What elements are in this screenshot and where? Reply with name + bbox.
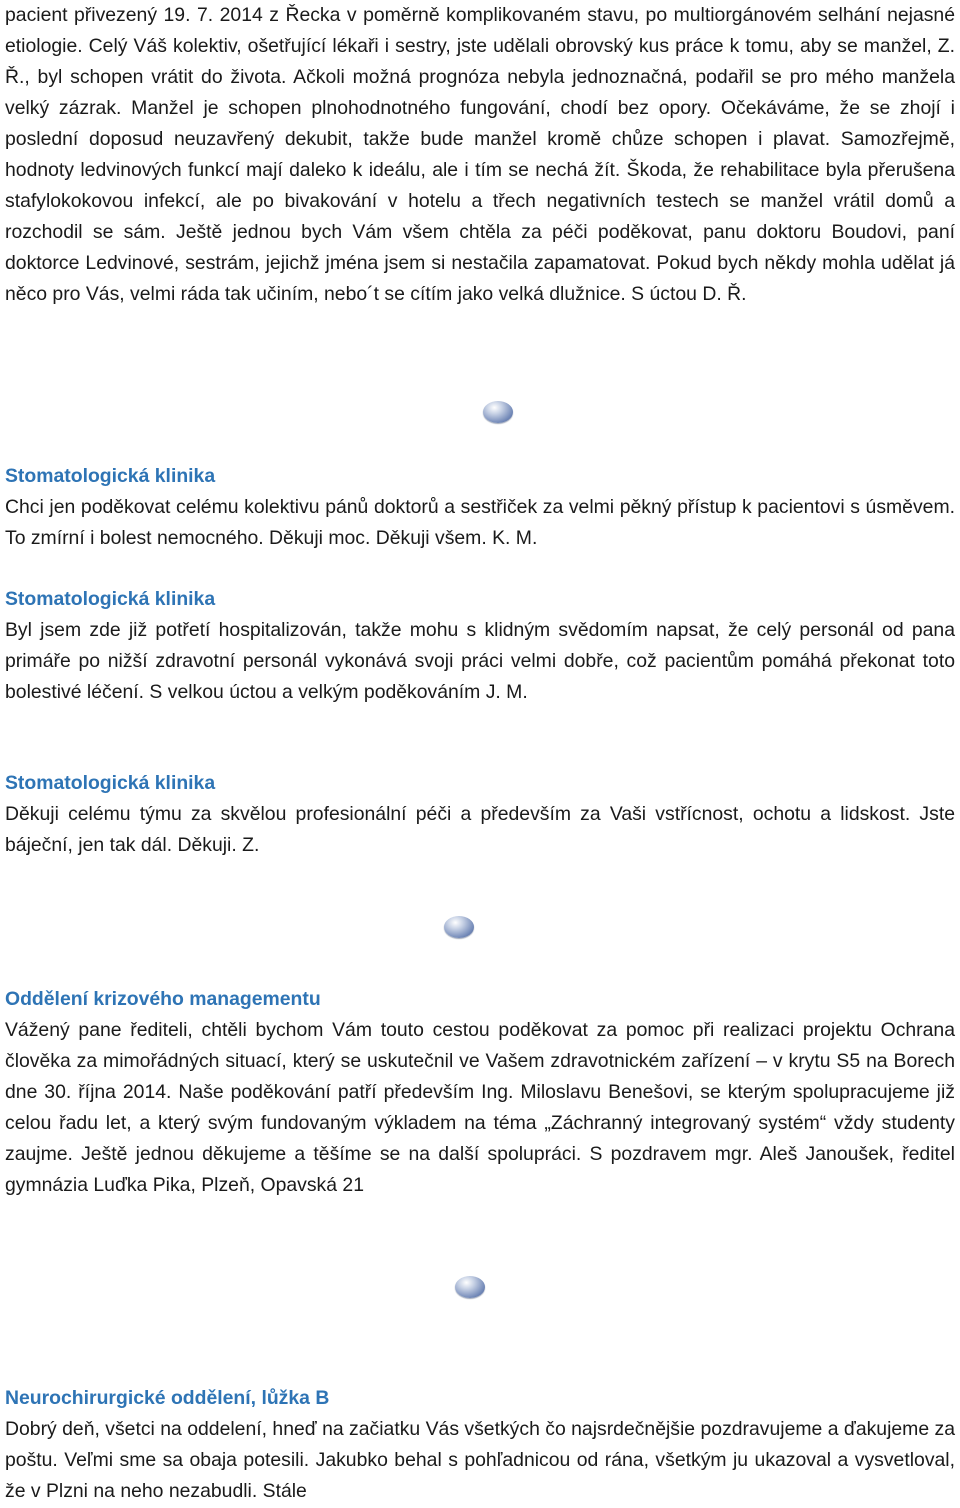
entry-heading: Neurochirurgické oddělení, lůžka B — [5, 1387, 330, 1409]
entry-heading: Stomatologická klinika — [5, 465, 216, 487]
entry-heading: Stomatologická klinika — [5, 772, 216, 794]
intro-paragraph: pacient přivezený 19. 7. 2014 z Řecka v poměrně komplikovaném stavu, po multiorgánovém selhání nejasné etiologie. Celý Váš kolektiv, ošetřující lékaři i sestry, jste udělali obrovský kus práce k tomu, aby se manžel, Z. Ř., byl schopen vrátit do života. Ačkoli možná prognóza nebyla jednoznačná, podařil se pro mého manžela velký zázrak. Manžel je schopen plnohodnotného fungování, chodí bez opory. Očekáváme, že se zhojí i poslední doposud neuzavřený dekubit, takže bude manžel kromě chůze schopen i plavat. Samozřejmě, hodnoty ledvinových funkcí mají daleko k ideálu, ale i tím se nechá žít. Škoda, že rehabilitace byla přerušena stafylokokovou infekcí, ale po bivakování v hotelu a třech negativních testech se manžel vrátil domů a rozchodil se sám. Ještě jednou bych Vám všem chtěla za péči poděkovat, panu doktoru Boudovi, paní doktorce Ledvinové, sestrám, jejichž jména jsem si nestačila zapamatovat. Pokud bych někdy mohla udělat já něco pro Vás, velmi ráda tak učiním, nebo´t se cítím jako velká dlužnice. S úctou D. Ř. — [5, 4, 955, 305]
bullet-divider-icon — [483, 401, 513, 423]
bullet-divider-icon — [444, 916, 474, 938]
entry-text: Děkuji celému týmu za skvělou profesionální péči a především za Vaši vstřícnost, ochotu a lidskost. Jste báječní, jen tak dál. Děkuji. Z. — [5, 803, 955, 856]
bullet-divider-icon — [455, 1276, 485, 1298]
entry-text: Dobrý deň, všetci na oddelení, hneď na začiatku Vás všetkých čo najsrdečnějšie pozdravujeme a ďakujeme za poštu. Veľmi sme sa obaja potesili. Jakubko behal s pohľadnicou od rána, všetkým ju ukazoval a vysvetloval, že v Plzni na neho nezabudli. Stále — [5, 1418, 955, 1502]
entry-text: Vážený pane řediteli, chtěli bychom Vám touto cestou poděkovat za pomoc při realizaci projektu Ochrana člověka za mimořádných situací, který se uskutečnil ve Vašem zdravotnickém zařízení – v krytu S5 na Borech dne 30. října 2014. Naše poděkování patří především Ing. Miloslavu Benešovi, se kterým spolupracujeme již celou řadu let, a který svým fundovaným výkladem na téma „Záchranný integrovaný systém“ vždy studenty zaujme. Ještě jednou děkujeme a těšíme se na další spolupráci. S pozdravem mgr. Aleš Janoušek, ředitel gymnázia Luďka Pika, Plzeň, Opavská 21 — [5, 1019, 955, 1196]
entry-heading: Oddělení krizového managementu — [5, 988, 321, 1010]
entry-heading: Stomatologická klinika — [5, 588, 216, 610]
entry-text: Chci jen poděkovat celému kolektivu pánů doktorů a sestřiček za velmi pěkný přístup k pacientovi s úsměvem. To zmírní i bolest nemocného. Děkuji moc. Děkuji všem. K. M. — [5, 496, 955, 549]
entry-text: Byl jsem zde již potřetí hospitalizován, takže mohu s klidným svědomím napsat, že celý personál od pana primáře po nižší zdravotní personál vykonává svoji práci velmi dobře, což pacientům pomáhá překonat toto bolestivé léčení. S velkou úctou a velkým poděkováním J. M. — [5, 619, 955, 703]
